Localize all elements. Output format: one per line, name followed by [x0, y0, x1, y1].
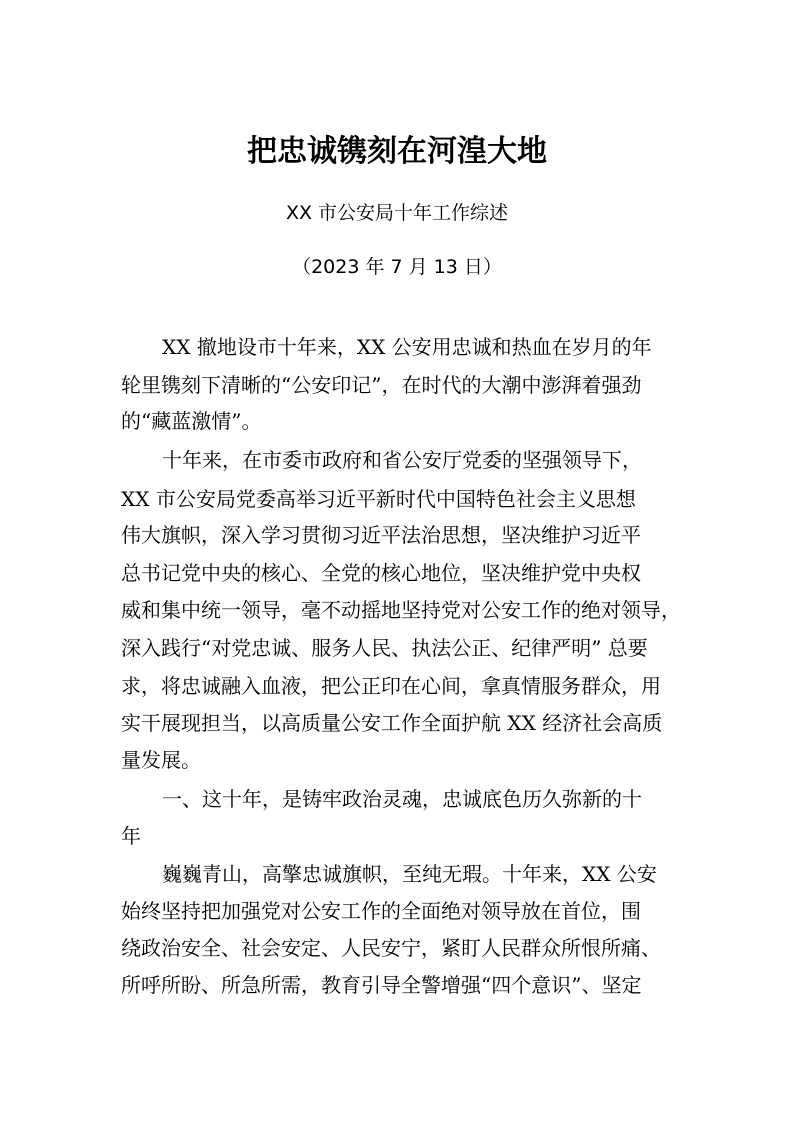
document-date: （2023 年 7 月 13 日）	[292, 256, 502, 278]
document-subtitle: XX 市公安局十年工作综述	[285, 202, 509, 224]
paragraph-1-line-2: 轮里镌刻下清晰的“公安印记”，在时代的大潮中澎湃着强劲	[121, 373, 642, 397]
paragraph-2-line-6: 深入践行“对党忠诚、服务人民、执法公正、纪律严明” 总要	[121, 636, 648, 660]
paragraph-3-line-1: 巍巍青山，高擎忠诚旗帜，至纯无瑕。十年来，XX 公安	[162, 862, 657, 886]
paragraph-2-line-4: 总书记党中央的核心、全党的核心地位，坚决维护党中央权	[121, 561, 641, 585]
paragraph-3-line-2: 始终坚持把加强党对公安工作的全面绝对领导放在首位，围	[121, 899, 641, 923]
paragraph-2-line-9: 量发展。	[121, 748, 201, 772]
paragraph-2-line-7: 求，将忠诚融入血液，把公正印在心间，拿真情服务群众，用	[121, 674, 661, 698]
paragraph-1-line-1: XX 撤地设市十年来，XX 公安用忠诚和热血在岁月的年	[162, 335, 652, 359]
paragraph-2-line-1: 十年来，在市委市政府和省公安厅党委的坚强领导下，	[162, 448, 642, 472]
section-heading-1-line-2: 年	[121, 824, 141, 848]
paragraph-2-line-8: 实干展现担当，以高质量公安工作全面护航 XX 经济社会高质	[121, 711, 663, 735]
paragraph-3-line-3: 绕政治安全、社会安定、人民安宁，紧盯人民群众所恨所痛、	[121, 936, 661, 960]
paragraph-2-line-2: XX 市公安局党委高举习近平新时代中国特色社会主义思想	[121, 487, 636, 511]
paragraph-1-line-3: 的“藏蓝激情”。	[121, 409, 262, 433]
paragraph-2-line-5: 威和集中统一领导，毫不动摇地坚持党对公安工作的绝对领导，	[121, 598, 681, 622]
document-title: 把忠诚镌刻在河湟大地	[247, 134, 547, 169]
paragraph-3-line-4: 所呼所盼、所急所需，教育引导全警增强“四个意识”、坚定	[121, 973, 642, 997]
section-heading-1-line-1: 一、这十年，是铸牢政治灵魂，忠诚底色历久弥新的十	[162, 787, 642, 811]
paragraph-2-line-3: 伟大旗帜，深入学习贯彻习近平法治思想，坚决维护习近平	[121, 523, 641, 547]
